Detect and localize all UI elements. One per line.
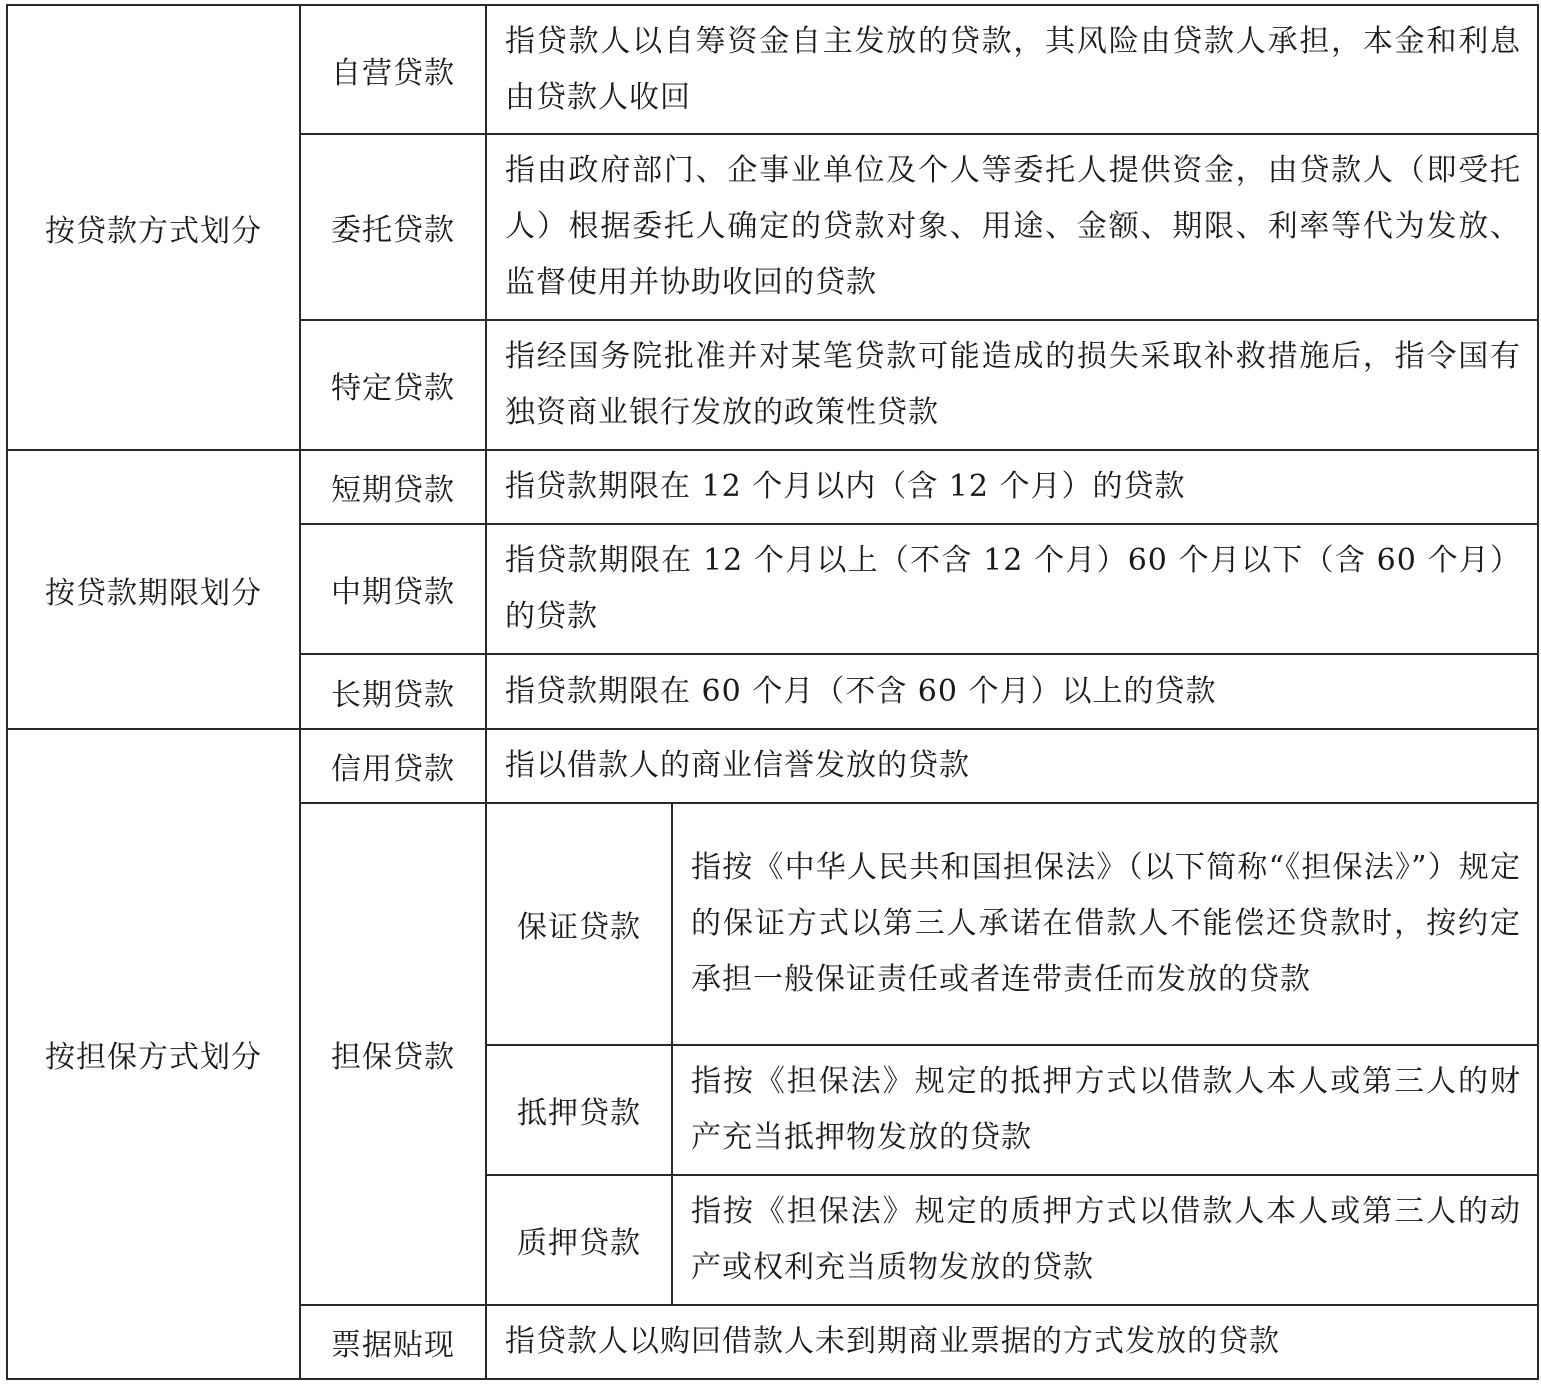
sub-loan-type-cell: 抵押贷款 <box>486 1045 672 1175</box>
table-row <box>7 5 1538 134</box>
description-cell: 指贷款期限在 12 个月以上（不含 12 个月）60 个月以下（含 60 个月）的贷款 <box>486 524 1538 654</box>
loan-type-cell: 票据贴现 <box>300 1305 486 1379</box>
description-cell: 指经国务院批准并对某笔贷款可能造成的损失采取补救措施后，指令国有独资商业银行发放的政策性贷款 <box>486 320 1538 450</box>
description-cell: 指由政府部门、企事业单位及个人等委托人提供资金，由贷款人（即受托人）根据委托人确定的贷款对象、用途、金额、期限、利率等代为发放、监督使用并协助收回的贷款 <box>486 134 1538 320</box>
description-cell: 指按《担保法》规定的抵押方式以借款人本人或第三人的财产充当抵押物发放的贷款 <box>672 1045 1538 1175</box>
loan-type-cell: 长期贷款 <box>300 654 486 729</box>
table-row <box>7 729 1538 803</box>
loan-type-cell: 中期贷款 <box>300 524 486 654</box>
loan-type-cell: 委托贷款 <box>300 134 486 320</box>
loan-type-cell: 自营贷款 <box>300 5 486 134</box>
category-cell-guarantee-method: 按担保方式划分 <box>7 729 300 1379</box>
loan-type-cell: 短期贷款 <box>300 450 486 524</box>
category-cell-loan-method: 按贷款方式划分 <box>7 5 300 450</box>
loan-type-cell: 特定贷款 <box>300 320 486 450</box>
description-cell: 指按《中华人民共和国担保法》（以下简称“《担保法》”）规定的保证方式以第三人承诺在借款人不能偿还贷款时，按约定承担一般保证责任或者连带责任而发放的贷款 <box>672 803 1538 1045</box>
description-cell: 指贷款期限在 60 个月（不含 60 个月）以上的贷款 <box>486 654 1538 729</box>
description-cell: 指以借款人的商业信誉发放的贷款 <box>486 729 1538 803</box>
table-row <box>7 450 1538 524</box>
loan-type-cell: 信用贷款 <box>300 729 486 803</box>
sub-loan-type-cell: 质押贷款 <box>486 1175 672 1305</box>
description-cell: 指按《担保法》规定的质押方式以借款人本人或第三人的动产或权利充当质物发放的贷款 <box>672 1175 1538 1305</box>
sub-loan-type-cell: 保证贷款 <box>486 803 672 1045</box>
description-cell: 指贷款人以自筹资金自主发放的贷款，其风险由贷款人承担，本金和利息由贷款人收回 <box>486 5 1538 134</box>
description-cell: 指贷款期限在 12 个月以内（含 12 个月）的贷款 <box>486 450 1538 524</box>
category-cell-loan-term: 按贷款期限划分 <box>7 450 300 729</box>
loan-classification-table <box>6 4 1539 1380</box>
loan-type-cell: 担保贷款 <box>300 803 486 1305</box>
description-cell: 指贷款人以购回借款人未到期商业票据的方式发放的贷款 <box>486 1305 1538 1379</box>
